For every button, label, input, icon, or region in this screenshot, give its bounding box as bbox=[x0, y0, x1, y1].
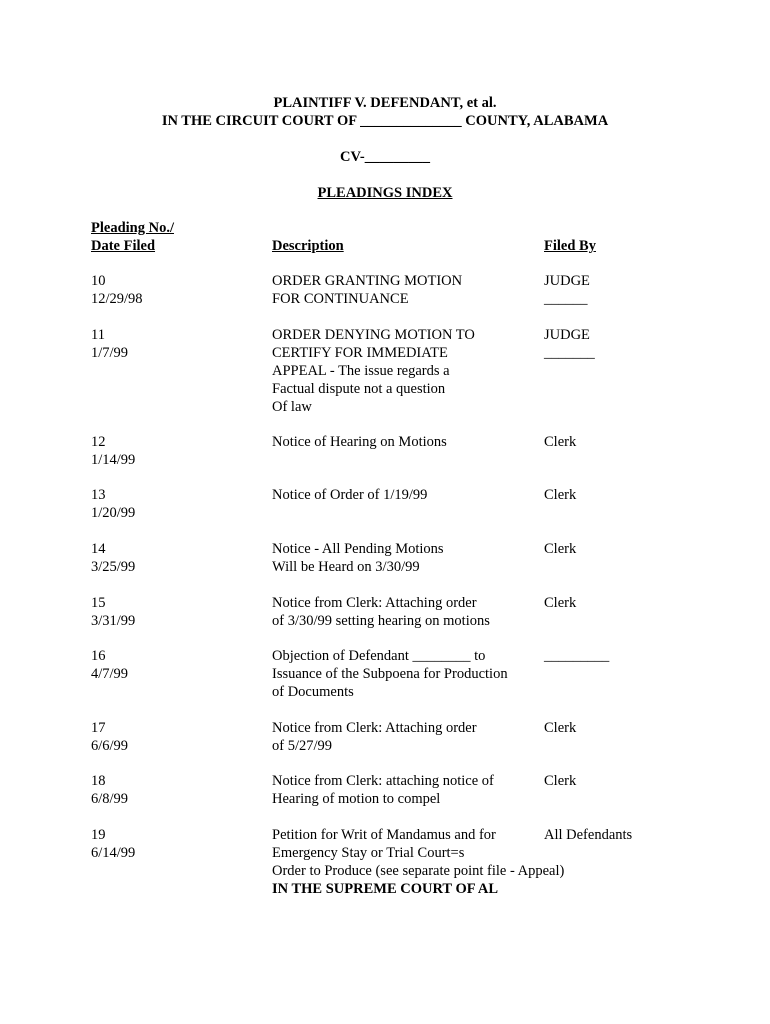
pleading-number: 11 bbox=[91, 327, 105, 343]
column-header-filed-by-label: Filed By bbox=[544, 238, 596, 254]
pleading-number: 18 bbox=[91, 773, 106, 789]
pleading-number-date bbox=[91, 772, 261, 808]
pleading-number: 13 bbox=[91, 487, 106, 503]
description-line: Petition for Writ of Mandamus and for bbox=[272, 827, 496, 843]
filed-by bbox=[544, 594, 744, 612]
filed-by bbox=[544, 540, 744, 558]
pleading-number-date bbox=[91, 433, 261, 469]
court-line: IN THE CIRCUIT COURT OF ______________ COUNTY, ALABAMA bbox=[161, 113, 609, 129]
column-header-date-filed: Date Filed bbox=[91, 238, 156, 254]
filed-by bbox=[544, 272, 744, 308]
description-line: Notice from Clerk: Attaching order bbox=[272, 595, 477, 611]
description-line: ORDER DENYING MOTION TO bbox=[272, 327, 475, 343]
pleading-description bbox=[272, 433, 534, 451]
description-line: Notice of Hearing on Motions bbox=[272, 434, 447, 450]
pleading-number-date bbox=[91, 326, 261, 362]
description-line: Hearing of motion to compel bbox=[272, 791, 441, 807]
pleading-description bbox=[272, 594, 534, 630]
filed-by-line: Clerk bbox=[544, 434, 577, 450]
pleading-description bbox=[272, 486, 534, 504]
description-line: of 5/27/99 bbox=[272, 738, 333, 754]
pleading-number-date bbox=[91, 719, 261, 755]
pleading-description bbox=[272, 647, 534, 701]
description-line: Order to Produce (see separate point file - Appeal) bbox=[272, 863, 565, 879]
description-line: of Documents bbox=[272, 684, 354, 700]
description-line: of 3/30/99 setting hearing on motions bbox=[272, 613, 490, 629]
pleading-number: 14 bbox=[91, 541, 106, 557]
filed-by-line: Clerk bbox=[544, 773, 577, 789]
description-line: Notice of Order of 1/19/99 bbox=[272, 487, 428, 503]
pleading-description bbox=[272, 772, 534, 808]
filed-by bbox=[544, 772, 744, 790]
date-filed: 6/14/99 bbox=[91, 845, 136, 861]
date-filed: 6/8/99 bbox=[91, 791, 129, 807]
filed-by-line: Clerk bbox=[544, 595, 577, 611]
case-title: PLAINTIFF V. DEFENDANT, et al. bbox=[273, 95, 497, 111]
filed-by-line: Clerk bbox=[544, 541, 577, 557]
pleading-number-date bbox=[91, 272, 261, 308]
filed-by-line: All Defendants bbox=[544, 827, 633, 843]
filed-by bbox=[544, 486, 744, 504]
pleading-number-date bbox=[91, 594, 261, 630]
column-header-filed-by bbox=[544, 237, 744, 255]
description-line: ORDER GRANTING MOTION bbox=[272, 273, 463, 289]
description-line: Factual dispute not a question bbox=[272, 381, 446, 397]
date-filed: 4/7/99 bbox=[91, 666, 129, 682]
filed-by bbox=[544, 433, 744, 451]
filed-by-line: Clerk bbox=[544, 720, 577, 736]
date-filed: 1/7/99 bbox=[91, 345, 129, 361]
description-line: Of law bbox=[272, 399, 312, 415]
pleading-number-date bbox=[91, 486, 261, 522]
pleading-number-date bbox=[91, 540, 261, 576]
filed-by-line: ______ bbox=[544, 291, 588, 307]
filed-by-line: JUDGE bbox=[544, 273, 590, 289]
description-line: Objection of Defendant ________ to bbox=[272, 648, 486, 664]
date-filed: 3/31/99 bbox=[91, 613, 136, 629]
pleading-number-date bbox=[91, 647, 261, 683]
pleading-number: 12 bbox=[91, 434, 106, 450]
case-number: CV-_________ bbox=[340, 149, 430, 165]
pleading-description bbox=[272, 719, 534, 755]
date-filed: 12/29/98 bbox=[91, 291, 143, 307]
filed-by-line: _______ bbox=[544, 345, 595, 361]
pleading-number: 16 bbox=[91, 648, 106, 664]
description-line: APPEAL - The issue regards a bbox=[272, 363, 450, 379]
supreme-court-note: IN THE SUPREME COURT OF AL bbox=[272, 881, 499, 897]
description-line: FOR CONTINUANCE bbox=[272, 291, 409, 307]
pleading-number: 10 bbox=[91, 273, 106, 289]
pleading-number: 19 bbox=[91, 827, 106, 843]
column-header-pleading-no-line1: Pleading No./ bbox=[91, 220, 174, 236]
date-filed: 6/6/99 bbox=[91, 738, 129, 754]
date-filed: 1/14/99 bbox=[91, 452, 136, 468]
pleading-description bbox=[272, 540, 534, 576]
pleading-number: 17 bbox=[91, 720, 106, 736]
date-filed: 3/25/99 bbox=[91, 559, 136, 575]
description-line: Notice from Clerk: attaching notice of bbox=[272, 773, 494, 789]
document-title: PLEADINGS INDEX bbox=[317, 185, 453, 201]
filed-by-line: JUDGE bbox=[544, 327, 590, 343]
pleading-description bbox=[272, 326, 534, 416]
description-line: Will be Heard on 3/30/99 bbox=[272, 559, 420, 575]
filed-by bbox=[544, 647, 744, 665]
filed-by bbox=[544, 326, 744, 362]
filed-by-line: _________ bbox=[544, 648, 610, 664]
filed-by-line: Clerk bbox=[544, 487, 577, 503]
pleading-number-date bbox=[91, 826, 261, 862]
filed-by bbox=[544, 826, 744, 844]
description-line: Issuance of the Subpoena for Production bbox=[272, 666, 508, 682]
description-line: Emergency Stay or Trial Court=s bbox=[272, 845, 465, 861]
pleading-description bbox=[272, 272, 534, 308]
column-header-pleading-no bbox=[91, 219, 261, 255]
description-line: Notice - All Pending Motions bbox=[272, 541, 444, 557]
column-header-description bbox=[272, 237, 534, 255]
column-header-description-label: Description bbox=[272, 238, 344, 254]
filed-by bbox=[544, 719, 744, 737]
date-filed: 1/20/99 bbox=[91, 505, 136, 521]
description-line: Notice from Clerk: Attaching order bbox=[272, 720, 477, 736]
description-line: CERTIFY FOR IMMEDIATE bbox=[272, 345, 448, 361]
pleading-number: 15 bbox=[91, 595, 106, 611]
